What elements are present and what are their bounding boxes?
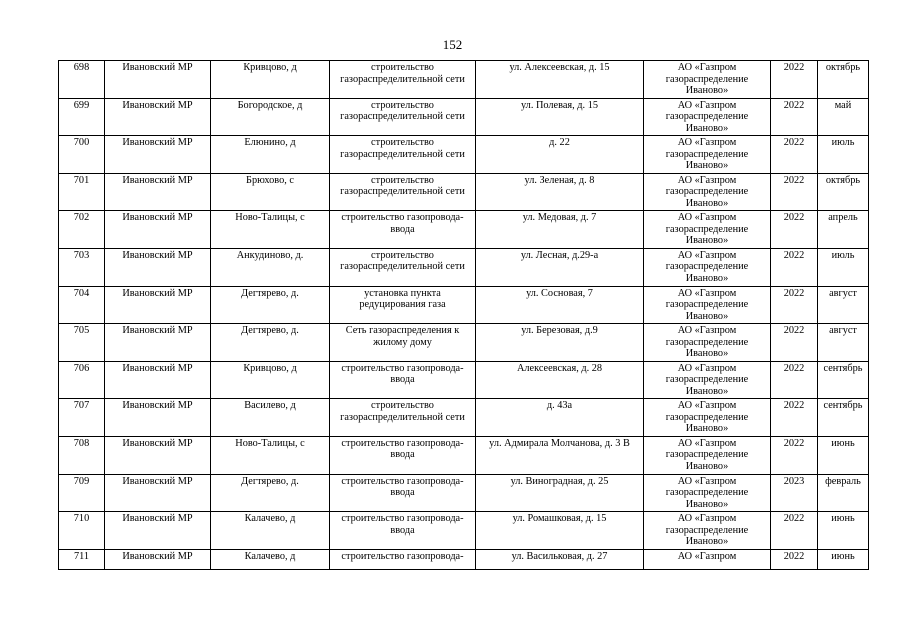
address-cell: ул. Полевая, д. 15	[476, 98, 644, 136]
table-row	[59, 61, 869, 99]
address-cell: ул. Адмирала Молчанова, д. 3 В	[476, 436, 644, 474]
work-type-cell: строительство газопровода-ввода	[330, 211, 476, 249]
table-body	[59, 61, 869, 570]
table-row	[59, 361, 869, 399]
locality-cell: Василево, д	[211, 399, 330, 437]
table-row	[59, 98, 869, 136]
locality-cell: Елюнино, д	[211, 136, 330, 174]
organization-cell: АО «Газпром газораспределение Иваново»	[644, 474, 771, 512]
district-cell: Ивановский МР	[105, 173, 211, 211]
work-type-cell: строительство газораспределительной сети	[330, 399, 476, 437]
month-cell: август	[818, 286, 869, 324]
work-type-cell: строительство газораспределительной сети	[330, 61, 476, 99]
work-type-cell: строительство газораспределительной сети	[330, 136, 476, 174]
address-cell: ул. Алексеевская, д. 15	[476, 61, 644, 99]
district-cell: Ивановский МР	[105, 512, 211, 550]
month-cell: апрель	[818, 211, 869, 249]
year-cell: 2022	[771, 549, 818, 569]
locality-cell: Ново-Талицы, с	[211, 436, 330, 474]
work-type-cell: установка пункта редуцирования газа	[330, 286, 476, 324]
locality-cell: Калачево, д	[211, 549, 330, 569]
year-cell: 2022	[771, 98, 818, 136]
address-cell: ул. Медовая, д. 7	[476, 211, 644, 249]
address-cell: Алексеевская, д. 28	[476, 361, 644, 399]
year-cell: 2022	[771, 361, 818, 399]
organization-cell: АО «Газпром	[644, 549, 771, 569]
table-row	[59, 173, 869, 211]
organization-cell: АО «Газпром газораспределение Иваново»	[644, 324, 771, 362]
organization-cell: АО «Газпром газораспределение Иваново»	[644, 136, 771, 174]
work-type-cell: строительство газопровода-ввода	[330, 512, 476, 550]
row-number-cell: 711	[59, 549, 105, 569]
organization-cell: АО «Газпром газораспределение Иваново»	[644, 173, 771, 211]
organization-cell: АО «Газпром газораспределение Иваново»	[644, 248, 771, 286]
month-cell: июнь	[818, 549, 869, 569]
organization-cell: АО «Газпром газораспределение Иваново»	[644, 399, 771, 437]
locality-cell: Кривцово, д	[211, 361, 330, 399]
locality-cell: Брюхово, с	[211, 173, 330, 211]
district-cell: Ивановский МР	[105, 211, 211, 249]
locality-cell: Богородское, д	[211, 98, 330, 136]
organization-cell: АО «Газпром газораспределение Иваново»	[644, 436, 771, 474]
table-row	[59, 474, 869, 512]
year-cell: 2022	[771, 324, 818, 362]
work-type-cell: строительство газопровода-ввода	[330, 474, 476, 512]
month-cell: февраль	[818, 474, 869, 512]
work-type-cell: строительство газопровода-ввода	[330, 361, 476, 399]
table-row	[59, 136, 869, 174]
row-number-cell: 701	[59, 173, 105, 211]
year-cell: 2022	[771, 61, 818, 99]
page-number: 152	[442, 37, 463, 52]
address-cell: ул. Березовая, д.9	[476, 324, 644, 362]
month-cell: октябрь	[818, 173, 869, 211]
year-cell: 2022	[771, 436, 818, 474]
locality-cell: Анкудиново, д.	[211, 248, 330, 286]
row-number-cell: 700	[59, 136, 105, 174]
year-cell: 2022	[771, 136, 818, 174]
address-cell: ул. Виноградная, д. 25	[476, 474, 644, 512]
table-row	[59, 436, 869, 474]
month-cell: июль	[818, 136, 869, 174]
table-row	[59, 286, 869, 324]
year-cell: 2022	[771, 512, 818, 550]
locality-cell: Дегтярево, д.	[211, 324, 330, 362]
work-type-cell: строительство газораспределительной сети	[330, 98, 476, 136]
organization-cell: АО «Газпром газораспределение Иваново»	[644, 61, 771, 99]
work-type-cell: строительство газопровода-	[330, 549, 476, 569]
table-row	[59, 512, 869, 550]
year-cell: 2022	[771, 399, 818, 437]
year-cell: 2022	[771, 173, 818, 211]
district-cell: Ивановский МР	[105, 248, 211, 286]
year-cell: 2022	[771, 286, 818, 324]
district-cell: Ивановский МР	[105, 361, 211, 399]
month-cell: май	[818, 98, 869, 136]
address-cell: ул. Васильковая, д. 27	[476, 549, 644, 569]
district-cell: Ивановский МР	[105, 98, 211, 136]
year-cell: 2022	[771, 248, 818, 286]
district-cell: Ивановский МР	[105, 286, 211, 324]
month-cell: июнь	[818, 436, 869, 474]
locality-cell: Ново-Талицы, с	[211, 211, 330, 249]
district-cell: Ивановский МР	[105, 399, 211, 437]
row-number-cell: 698	[59, 61, 105, 99]
address-cell: д. 22	[476, 136, 644, 174]
year-cell: 2023	[771, 474, 818, 512]
month-cell: август	[818, 324, 869, 362]
row-number-cell: 699	[59, 98, 105, 136]
row-number-cell: 709	[59, 474, 105, 512]
row-number-cell: 707	[59, 399, 105, 437]
locality-cell: Дегтярево, д.	[211, 474, 330, 512]
table-row	[59, 399, 869, 437]
table-row	[59, 324, 869, 362]
organization-cell: АО «Газпром газораспределение Иваново»	[644, 98, 771, 136]
district-cell: Ивановский МР	[105, 474, 211, 512]
table-row	[59, 248, 869, 286]
district-cell: Ивановский МР	[105, 61, 211, 99]
row-number-cell: 710	[59, 512, 105, 550]
row-number-cell: 703	[59, 248, 105, 286]
organization-cell: АО «Газпром газораспределение Иваново»	[644, 286, 771, 324]
organization-cell: АО «Газпром газораспределение Иваново»	[644, 361, 771, 399]
month-cell: октябрь	[818, 61, 869, 99]
year-cell: 2022	[771, 211, 818, 249]
address-cell: ул. Ромашковая, д. 15	[476, 512, 644, 550]
district-cell: Ивановский МР	[105, 436, 211, 474]
month-cell: июль	[818, 248, 869, 286]
work-type-cell: строительство газораспределительной сети	[330, 248, 476, 286]
district-cell: Ивановский МР	[105, 549, 211, 569]
district-cell: Ивановский МР	[105, 324, 211, 362]
district-cell: Ивановский МР	[105, 136, 211, 174]
work-type-cell: Сеть газораспределения к жилому дому	[330, 324, 476, 362]
locality-cell: Калачево, д	[211, 512, 330, 550]
row-number-cell: 702	[59, 211, 105, 249]
work-type-cell: строительство газораспределительной сети	[330, 173, 476, 211]
row-number-cell: 704	[59, 286, 105, 324]
month-cell: сентябрь	[818, 399, 869, 437]
organization-cell: АО «Газпром газораспределение Иваново»	[644, 512, 771, 550]
locality-cell: Кривцово, д	[211, 61, 330, 99]
gasification-table	[58, 60, 869, 570]
work-type-cell: строительство газопровода-ввода	[330, 436, 476, 474]
month-cell: сентябрь	[818, 361, 869, 399]
table-row	[59, 549, 869, 569]
table-row	[59, 211, 869, 249]
address-cell: д. 43а	[476, 399, 644, 437]
month-cell: июнь	[818, 512, 869, 550]
organization-cell: АО «Газпром газораспределение Иваново»	[644, 211, 771, 249]
row-number-cell: 708	[59, 436, 105, 474]
locality-cell: Дегтярево, д.	[211, 286, 330, 324]
address-cell: ул. Сосновая, 7	[476, 286, 644, 324]
address-cell: ул. Зеленая, д. 8	[476, 173, 644, 211]
address-cell: ул. Лесная, д.29-а	[476, 248, 644, 286]
row-number-cell: 706	[59, 361, 105, 399]
row-number-cell: 705	[59, 324, 105, 362]
